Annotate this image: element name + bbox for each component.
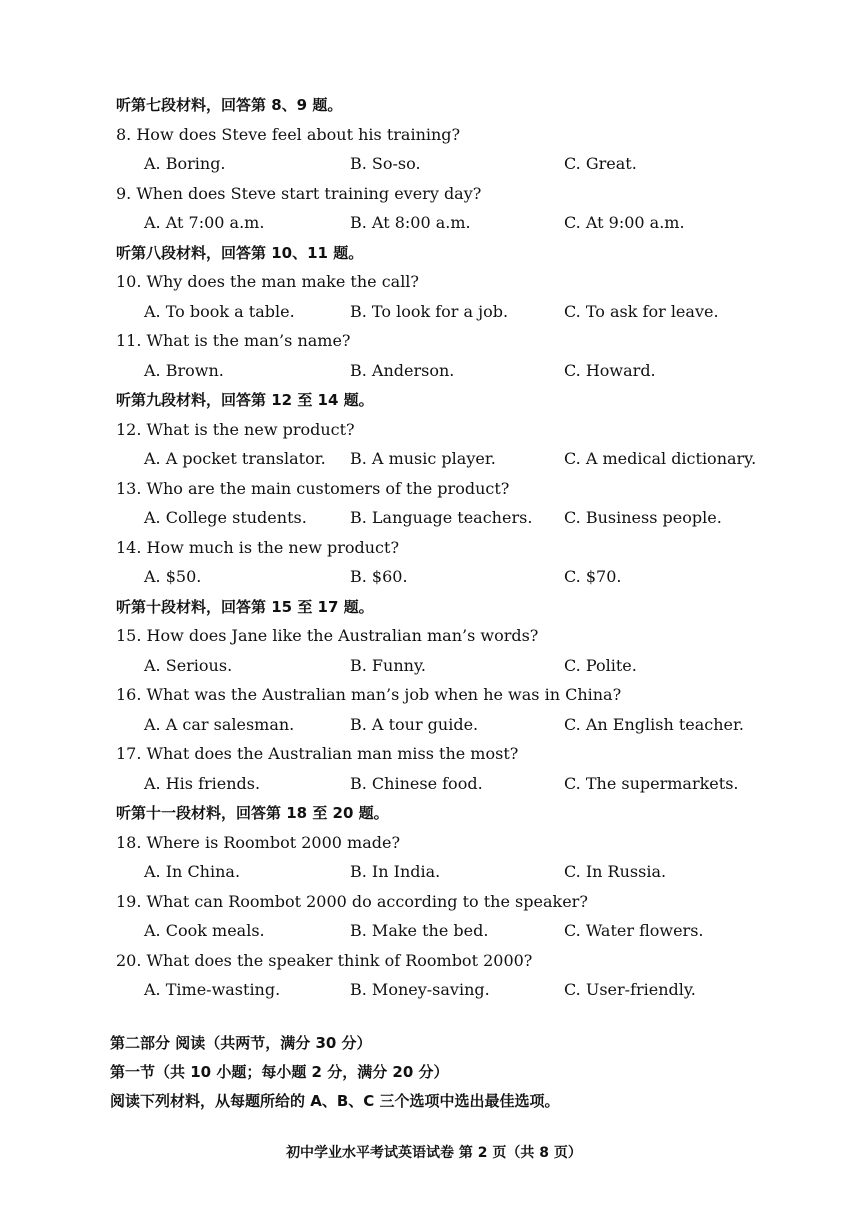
question-text: 20. What does the speaker think of Roombot 2000?	[116, 950, 533, 970]
option-b: B. Chinese food.	[350, 773, 483, 793]
question-text: 19. What can Roombot 2000 do according to the speaker?	[116, 891, 588, 911]
option-b: B. Money-saving.	[350, 980, 490, 999]
option-b: B. At 8:00 a.m.	[350, 213, 471, 232]
option-c: C. Howard.	[564, 360, 656, 380]
option-a: A. Boring.	[144, 154, 226, 173]
question-text: 18. Where is Roombot 2000 made?	[116, 832, 401, 852]
option-b: B. Funny.	[350, 655, 426, 675]
option-a: A. His friends.	[144, 773, 261, 793]
option-b: B. So-so.	[350, 154, 421, 173]
option-b: B. Make the bed.	[350, 921, 489, 940]
option-b: B. To look for a job.	[350, 301, 509, 321]
section-header: 听第九段材料，回答第 12 至 14 题。	[116, 391, 374, 409]
option-c: C. User-friendly.	[564, 980, 696, 999]
part2-section1: 第一节（共 10 小题；每小题 2 分，满分 20 分）	[110, 1063, 449, 1081]
question-text: 10. Why does the man make the call?	[116, 272, 419, 291]
question-text: 15. How does Jane like the Australian man’s words?	[116, 626, 539, 645]
section-header: 听第七段材料，回答第 8、9 题。	[116, 96, 343, 114]
option-c: C. Polite.	[564, 655, 637, 675]
option-c: C. An English teacher.	[564, 714, 744, 734]
option-a: A. A pocket translator.	[144, 449, 326, 468]
option-a: A. At 7:00 a.m.	[144, 213, 265, 232]
section-header: 听第十一段材料，回答第 18 至 20 题。	[116, 804, 389, 822]
option-b: B. A music player.	[350, 449, 496, 468]
question-text: 9. When does Steve start training every day?	[116, 183, 482, 203]
option-b: B. A tour guide.	[350, 714, 479, 734]
option-b: B. In India.	[350, 862, 441, 881]
option-c: C. Great.	[564, 154, 637, 173]
option-c: C. $70.	[564, 567, 622, 586]
option-c: C. At 9:00 a.m.	[564, 213, 685, 232]
question-text: 17. What does the Australian man miss the most?	[116, 744, 519, 763]
option-c: C. In Russia.	[564, 862, 667, 881]
option-b: B. $60.	[350, 567, 408, 586]
page-footer: 初中学业水平考试英语试卷 第 2 页（共 8 页）	[286, 1145, 582, 1161]
option-c: C. The supermarkets.	[564, 773, 739, 793]
question-text: 8. How does Steve feel about his training?	[116, 124, 461, 144]
option-a: A. In China.	[144, 862, 241, 881]
question-text: 16. What was the Australian man’s job when he was in China?	[116, 685, 622, 704]
option-a: A. Serious.	[144, 655, 233, 675]
option-a: A. Cook meals.	[144, 921, 265, 940]
option-a: A. Brown.	[144, 360, 224, 380]
question-text: 13. Who are the main customers of the product?	[116, 478, 510, 498]
section-header: 听第八段材料，回答第 10、11 题。	[116, 243, 364, 262]
option-b: B. Anderson.	[350, 360, 455, 380]
option-c: C. Business people.	[564, 508, 722, 527]
option-c: C. A medical dictionary.	[564, 449, 757, 468]
option-c: C. To ask for leave.	[564, 301, 719, 321]
option-a: A. To book a table.	[144, 301, 295, 321]
part2-title: 第二部分 阅读（共两节，满分 30 分）	[110, 1034, 372, 1052]
option-a: A. College students.	[144, 508, 307, 527]
option-b: B. Language teachers.	[350, 508, 533, 527]
option-a: A. $50.	[144, 567, 202, 586]
question-text: 12. What is the new product?	[116, 419, 355, 439]
section-header: 听第十段材料，回答第 15 至 17 题。	[116, 597, 374, 616]
question-text: 14. How much is the new product?	[116, 537, 400, 557]
option-c: C. Water flowers.	[564, 921, 704, 940]
question-text: 11. What is the man’s name?	[116, 331, 351, 350]
part2-instruction: 阅读下列材料，从每题所给的 A、B、C 三个选项中选出最佳选项。	[110, 1092, 560, 1110]
option-a: A. A car salesman.	[144, 714, 295, 734]
option-a: A. Time-wasting.	[144, 980, 281, 999]
